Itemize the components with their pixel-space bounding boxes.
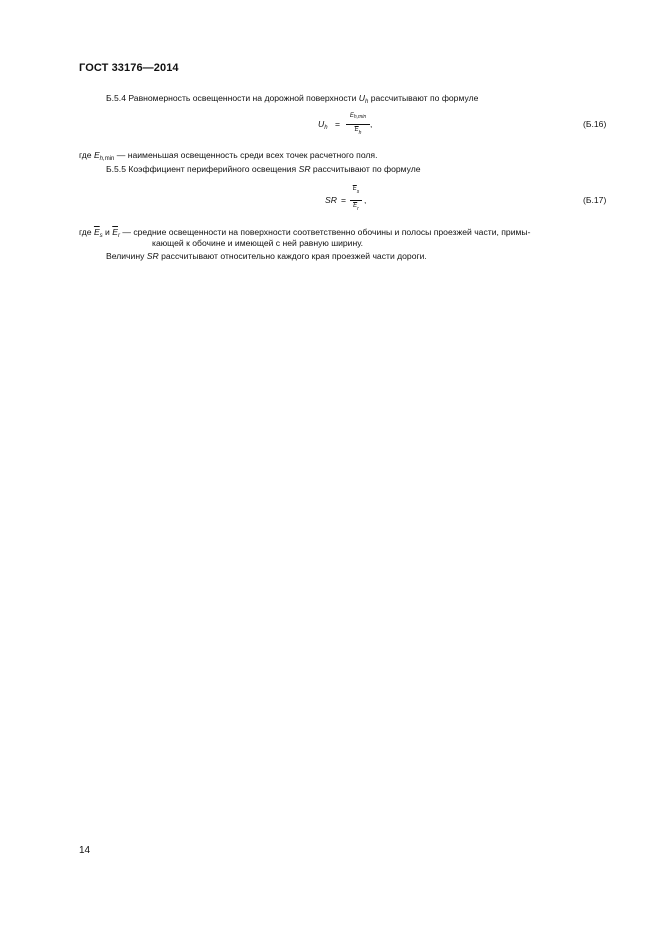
paragraph-b55: Б.5.5 Коэффициент периферийного освещения SR рассчитывают по формуле (106, 164, 421, 174)
formula-b16-comma: , (370, 119, 373, 129)
variable-e-hmin: E (93, 150, 100, 160)
formula-b17-comma: , (364, 195, 367, 205)
paragraph-b54-tail: рассчитывают по формуле (368, 93, 479, 103)
formula-b16-number: (Б.16) (583, 119, 607, 129)
formula-b17-number: (Б.17) (583, 195, 607, 205)
variable-e-r: $\overline{E}$ (112, 227, 118, 237)
formula-b17-lhs: SR (325, 195, 337, 205)
where-clause-2-continuation: кающей к обочине и имеющей с ней равную ширину. (152, 238, 364, 248)
formula-b16-numerator: Eh,min (349, 113, 367, 120)
variable-u-sub: h (365, 99, 369, 105)
document-header: ГОСТ 33176—2014 (79, 62, 179, 74)
formula-b16-lhs: $U_h$ (318, 119, 328, 131)
where-clause-1: где $E_{h,min}$ — наименьшая освещенность среди всех точек расчетного поля. (79, 150, 378, 162)
paragraph-final: Величину SR рассчитывают относительно каждого края проезжей части дороги. (106, 251, 427, 261)
where-clause-2: где $\overline{E}_s$ и $\overline{E}_r$ — средние освещенности на поверхности соответственно обочины и полосы проезжей части, примы- (79, 227, 531, 239)
page-number: 14 (79, 845, 91, 856)
formula-b16-equals: = (335, 119, 341, 129)
formula-b17-numerator: $\overline{E}_s$ (352, 186, 360, 195)
formula-b16-denominator: $\overline{E}_h$ (354, 127, 362, 136)
variable-u: U (358, 93, 365, 103)
variable-sr: SR (298, 164, 311, 174)
paragraph-b54 (106, 93, 478, 104)
variable-sr-final: SR (146, 251, 159, 261)
formula-b17-denominator: $\overline{E}_r$ (353, 203, 359, 212)
formula-b17-fraction-bar (350, 200, 362, 201)
formula-b17-equals: = (341, 195, 347, 205)
variable-e-s: $\overline{E}$ (93, 227, 100, 237)
formula-b16-fraction-bar (346, 124, 370, 125)
paragraph-b54-text: Б.5.4 Равномерность освещенности на дорожной поверхности (106, 93, 359, 103)
